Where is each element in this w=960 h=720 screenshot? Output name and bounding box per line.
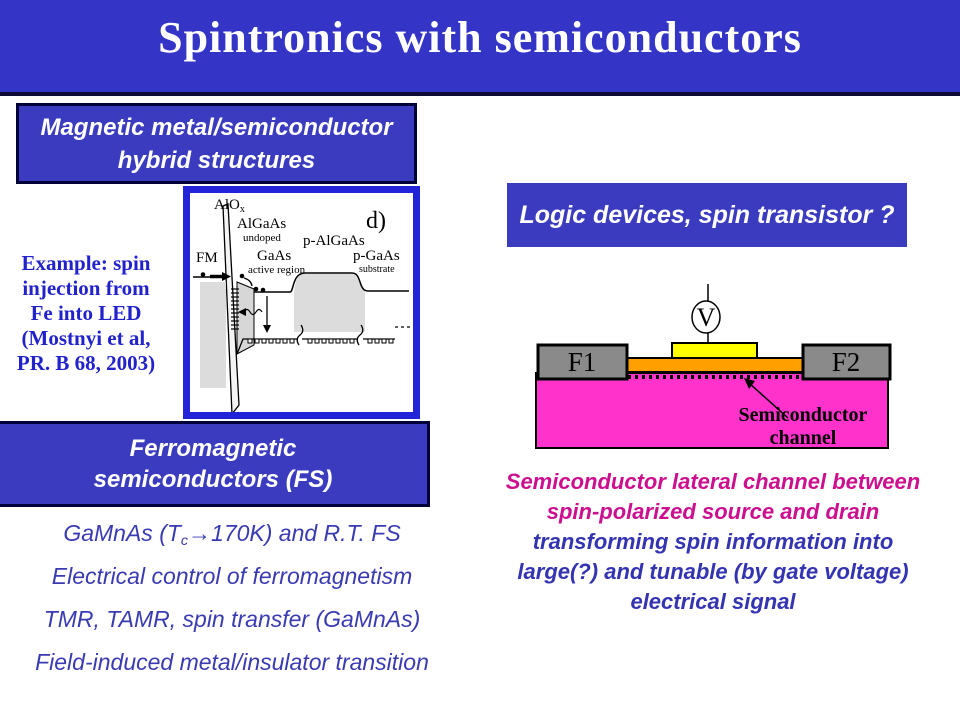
electron-relax-arrow: [244, 278, 252, 286]
research-line-tmr: TMR, TAMR, spin transfer (GaMnAs): [43, 606, 421, 632]
active-region-label: active region: [248, 264, 306, 276]
voltmeter-label: V: [696, 303, 716, 332]
fm-region-shading: [200, 282, 226, 388]
algaas-label: AlGaAs: [237, 216, 287, 232]
spin-transistor-diagram: [500, 278, 920, 458]
alox-label: AlO$_x$: [214, 197, 245, 215]
caption-line: transforming spin information into: [532, 529, 894, 554]
caption-line: electrical signal: [630, 589, 796, 614]
channel-label-line2: channel: [769, 427, 837, 449]
f2-label: F2: [831, 347, 861, 377]
undoped-label: undoped: [243, 232, 281, 244]
banner-separator-line: [0, 92, 960, 96]
caption-line: large(?) and tunable (by gate voltage): [517, 559, 909, 584]
example-note-line: injection from: [22, 276, 150, 300]
logic-devices-box: [507, 183, 907, 247]
p-gaas-label: p-GaAs: [353, 248, 400, 264]
panel-d-label: d): [366, 208, 386, 234]
recombination-arrowhead: [263, 325, 271, 333]
caption-line: spin-polarized source and drain: [546, 499, 880, 524]
research-line-electrical-control: Electrical control of ferromagnetism: [51, 563, 413, 589]
page-title: Spintronics with semiconductors: [158, 12, 802, 62]
logic-box-label: Logic devices, spin transistor ?: [519, 201, 895, 229]
fs-box-line1: Ferromagnetic: [129, 435, 297, 462]
ferromagnetic-semiconductors-box: [0, 421, 430, 507]
electron-dot: [254, 287, 259, 292]
transistor-caption: [468, 467, 958, 617]
research-topics: [0, 512, 464, 684]
example-note-line: (Mostnyi et al,: [21, 326, 151, 350]
fm-label: FM: [196, 250, 218, 266]
hybrid-box-line1: Magnetic metal/semiconductor: [40, 113, 393, 141]
hybrid-box-line2: hybrid structures: [117, 146, 316, 174]
research-line-gamnas: GaMnAs $(T_c\to 170K)$ and R.T. FS: [63, 520, 401, 549]
gaas-label: GaAs: [257, 248, 292, 264]
p-algaas-region-shading: [294, 274, 365, 332]
channel-label-line1: Semiconductor: [738, 404, 868, 426]
caption-line: Semiconductor lateral channel between: [505, 469, 921, 494]
example-note-line: Example: spin: [21, 251, 151, 275]
example-note: [2, 251, 170, 376]
title-banner: [0, 0, 960, 92]
electron-dot: [201, 272, 206, 277]
fs-box-line2: semiconductors (FS): [93, 466, 333, 493]
hybrid-structures-box: [16, 103, 417, 184]
p-algaas-label: p-AlGaAs: [303, 233, 365, 249]
substrate-label: substrate: [359, 264, 395, 275]
example-note-line: PR. B 68, 2003): [16, 351, 156, 375]
research-line-field-induced: Field-induced metal/insulator transition: [35, 649, 429, 675]
band-diagram-frame: [183, 186, 420, 419]
electron-dot: [240, 274, 245, 279]
band-diagram: [190, 193, 413, 412]
example-note-line: Fe into LED: [30, 301, 142, 325]
gate-electrode: [672, 343, 757, 358]
f1-label: F1: [567, 347, 597, 377]
channel-bar: [625, 358, 803, 372]
